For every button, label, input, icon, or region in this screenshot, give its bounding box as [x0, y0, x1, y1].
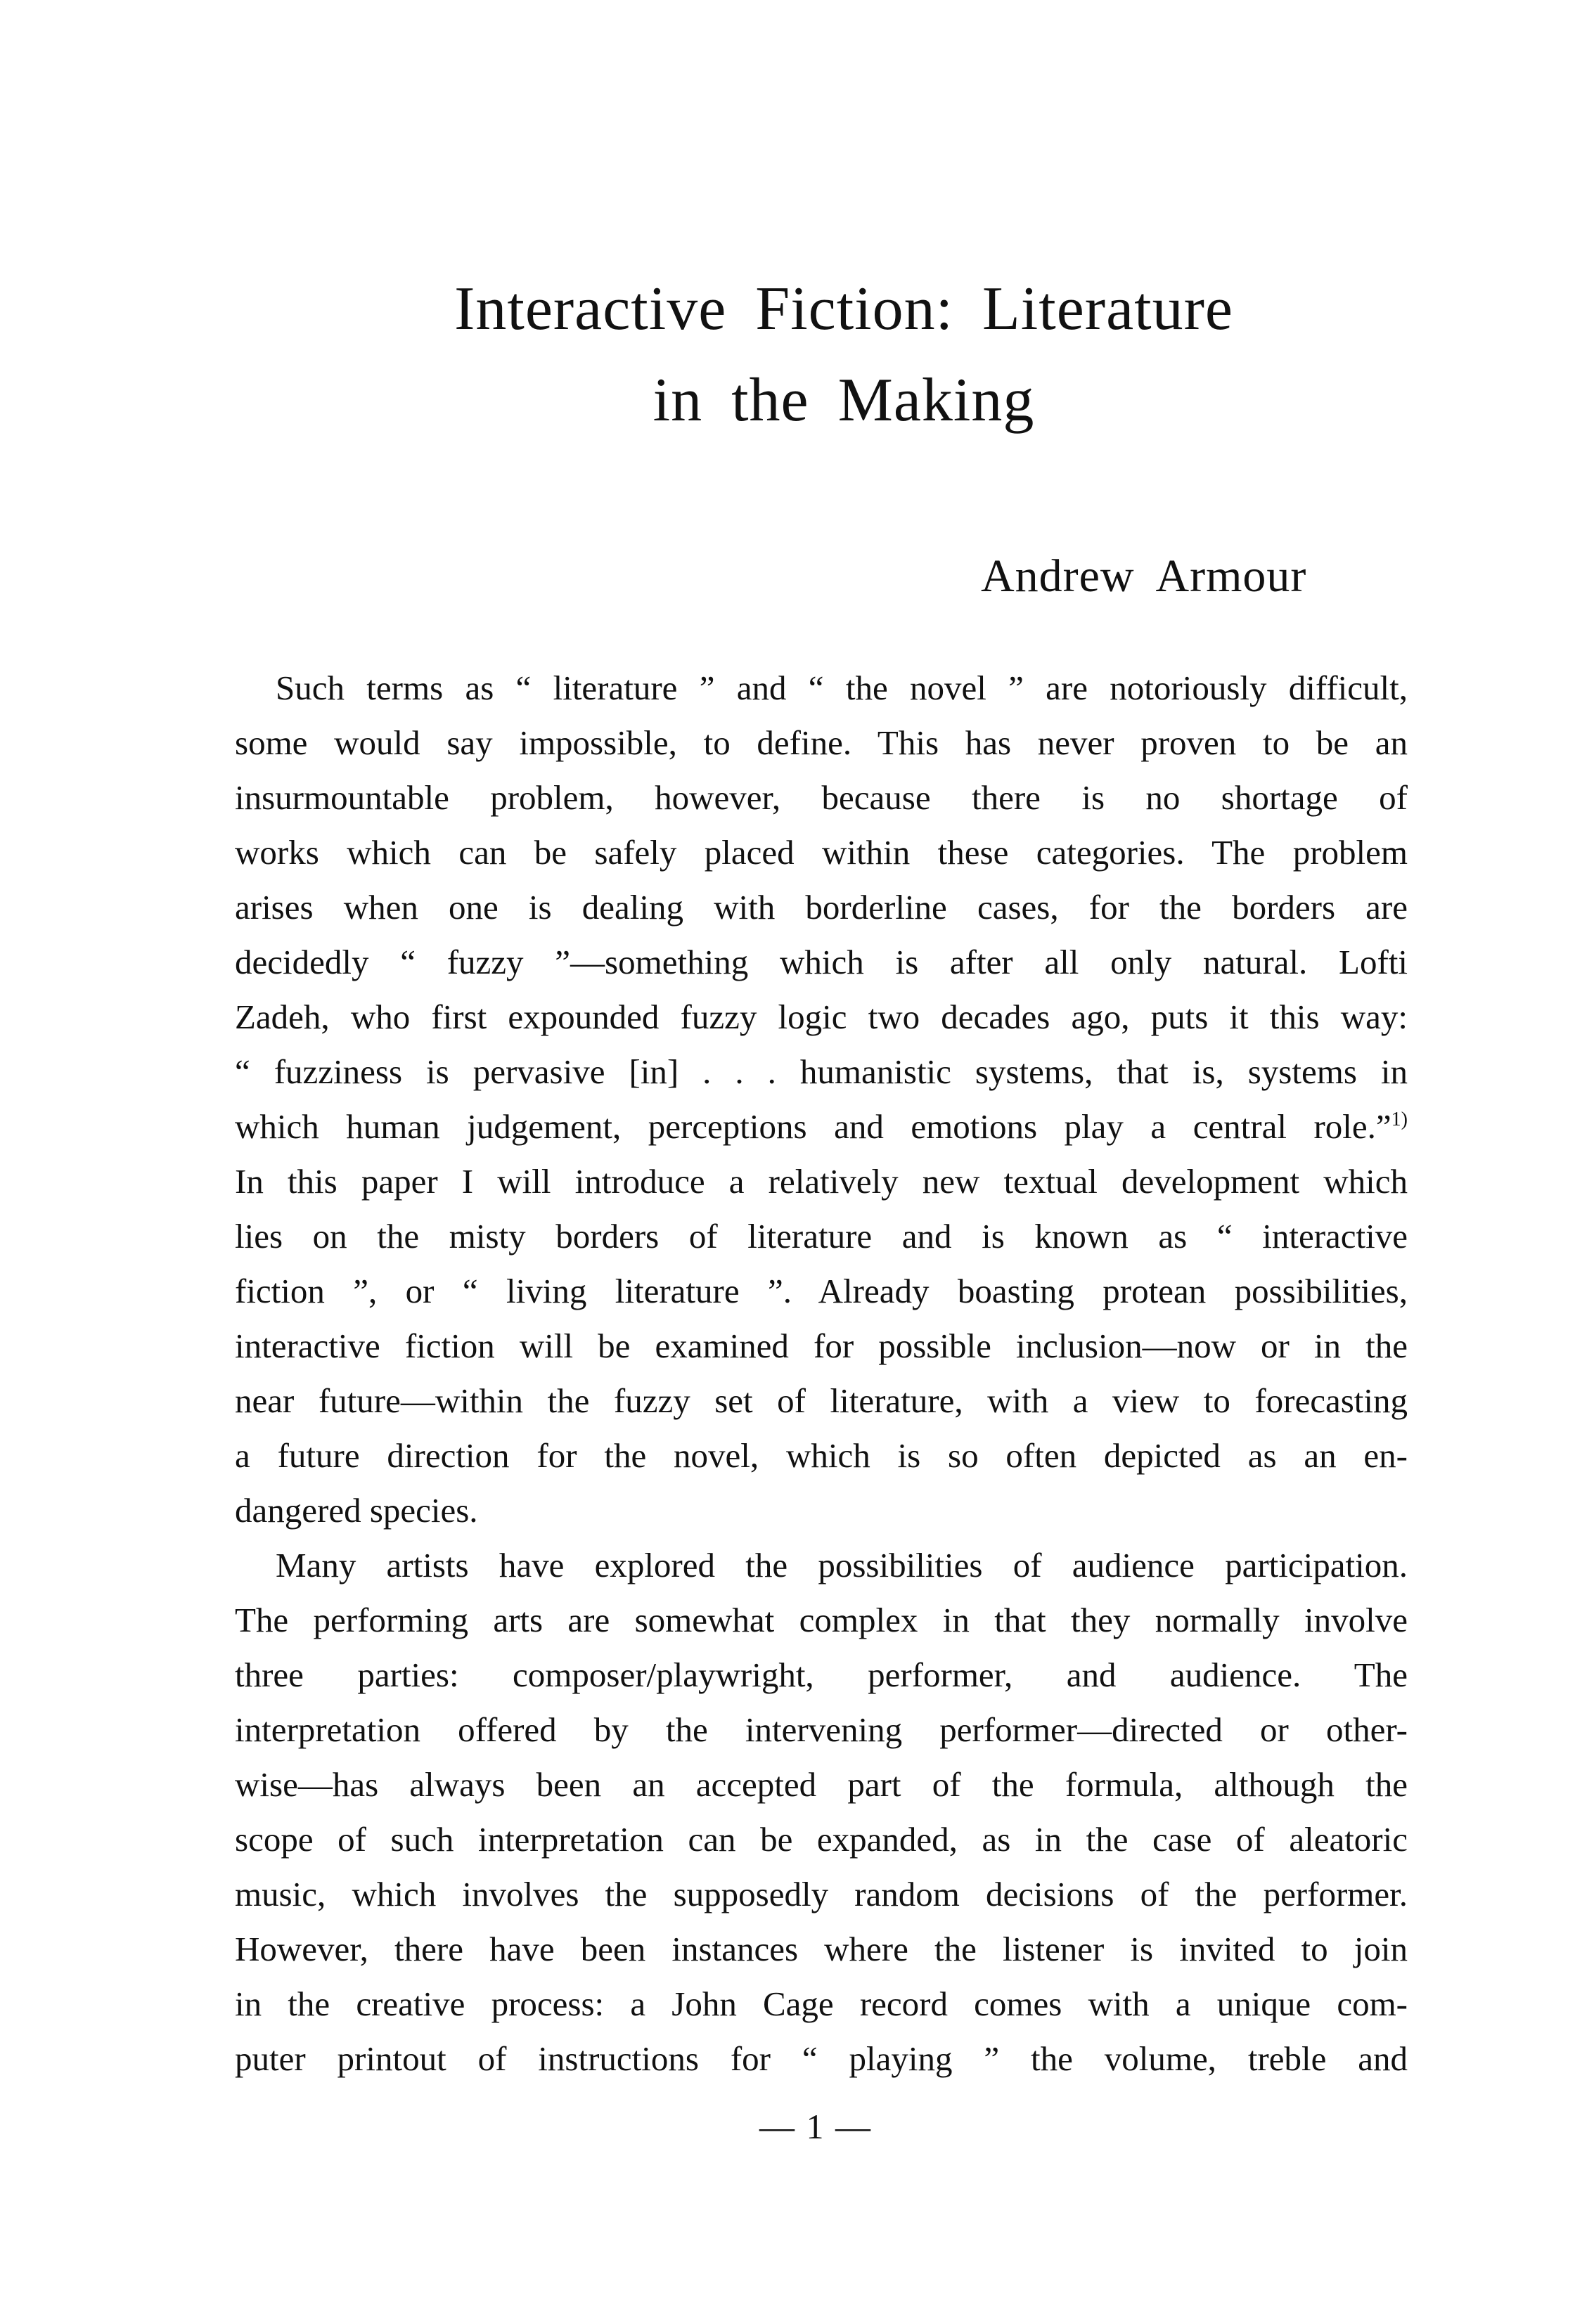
text-line: Many artists have explored the possibilities of audience participation. — [276, 1546, 1408, 1584]
text-line: dangered species. — [235, 1491, 478, 1530]
text-line: insurmountable problem, however, because there is no shortage of — [235, 778, 1408, 817]
text-line: interpretation offered by the intervening performer—directed or other- — [235, 1710, 1408, 1749]
text-line: decidedly “ fuzzy ”—something which is after all only natural. Lofti — [235, 943, 1408, 981]
text-line-with-footnote — [235, 1099, 1408, 1154]
text-line: which human judgement, perceptions and emotions play a central role.” — [235, 1107, 1391, 1146]
text-line: fiction ”, or “ living literature ”. Already boasting protean possibilities, — [235, 1272, 1408, 1310]
footnote-marker[interactable]: 1) — [1391, 1109, 1408, 1130]
text-line: a future direction for the novel, which is so often depicted as an en- — [235, 1436, 1408, 1475]
text-line: However, there have been instances where the listener is invited to join — [235, 1930, 1408, 1968]
text-line: near future—within the fuzzy set of literature, with a view to forecasting — [235, 1381, 1408, 1420]
text-line: Such terms as “ literature ” and “ the novel ” are notoriously difficult, — [276, 669, 1408, 707]
text-line: In this paper I will introduce a relatively new textual development which — [235, 1162, 1408, 1201]
text-line: interactive fiction will be examined for possible inclusion—now or in the — [235, 1326, 1408, 1365]
text-line: Zadeh, who first expounded fuzzy logic two decades ago, puts it this way: — [235, 998, 1408, 1036]
text-line: works which can be safely placed within these categories. The problem — [235, 833, 1408, 872]
page-title-line-1: Interactive Fiction: Literature — [454, 275, 1233, 343]
page-number: — 1 — — [759, 2107, 872, 2146]
page-title-line-2: in the Making — [652, 366, 1035, 434]
text-line: lies on the misty borders of literature and is known as “ interactive — [235, 1217, 1408, 1255]
author-name: Andrew Armour — [981, 550, 1307, 602]
text-line: wise—has always been an accepted part of the formula, although the — [235, 1765, 1408, 1804]
paragraph-1 — [235, 661, 1408, 1538]
text-line: scope of such interpretation can be expanded, as in the case of aleatoric — [235, 1820, 1408, 1859]
text-line: music, which involves the supposedly random decisions of the performer. — [235, 1875, 1408, 1913]
text-line: arises when one is dealing with borderline cases, for the borders are — [235, 888, 1408, 927]
text-line: “ fuzziness is pervasive [in] . . . humanistic systems, that is, systems in — [235, 1052, 1408, 1091]
text-line: in the creative process: a John Cage record comes with a unique com- — [235, 1984, 1408, 2023]
text-line: puter printout of instructions for “ playing ” the volume, treble and — [235, 2039, 1408, 2078]
text-line: some would say impossible, to define. This has never proven to be an — [235, 723, 1408, 762]
paragraph-2 — [235, 1538, 1408, 2086]
body-text — [235, 661, 1408, 2086]
text-line: three parties: composer/playwright, performer, and audience. The — [235, 1655, 1408, 1694]
text-line: The performing arts are somewhat complex in that they normally involve — [235, 1601, 1408, 1639]
